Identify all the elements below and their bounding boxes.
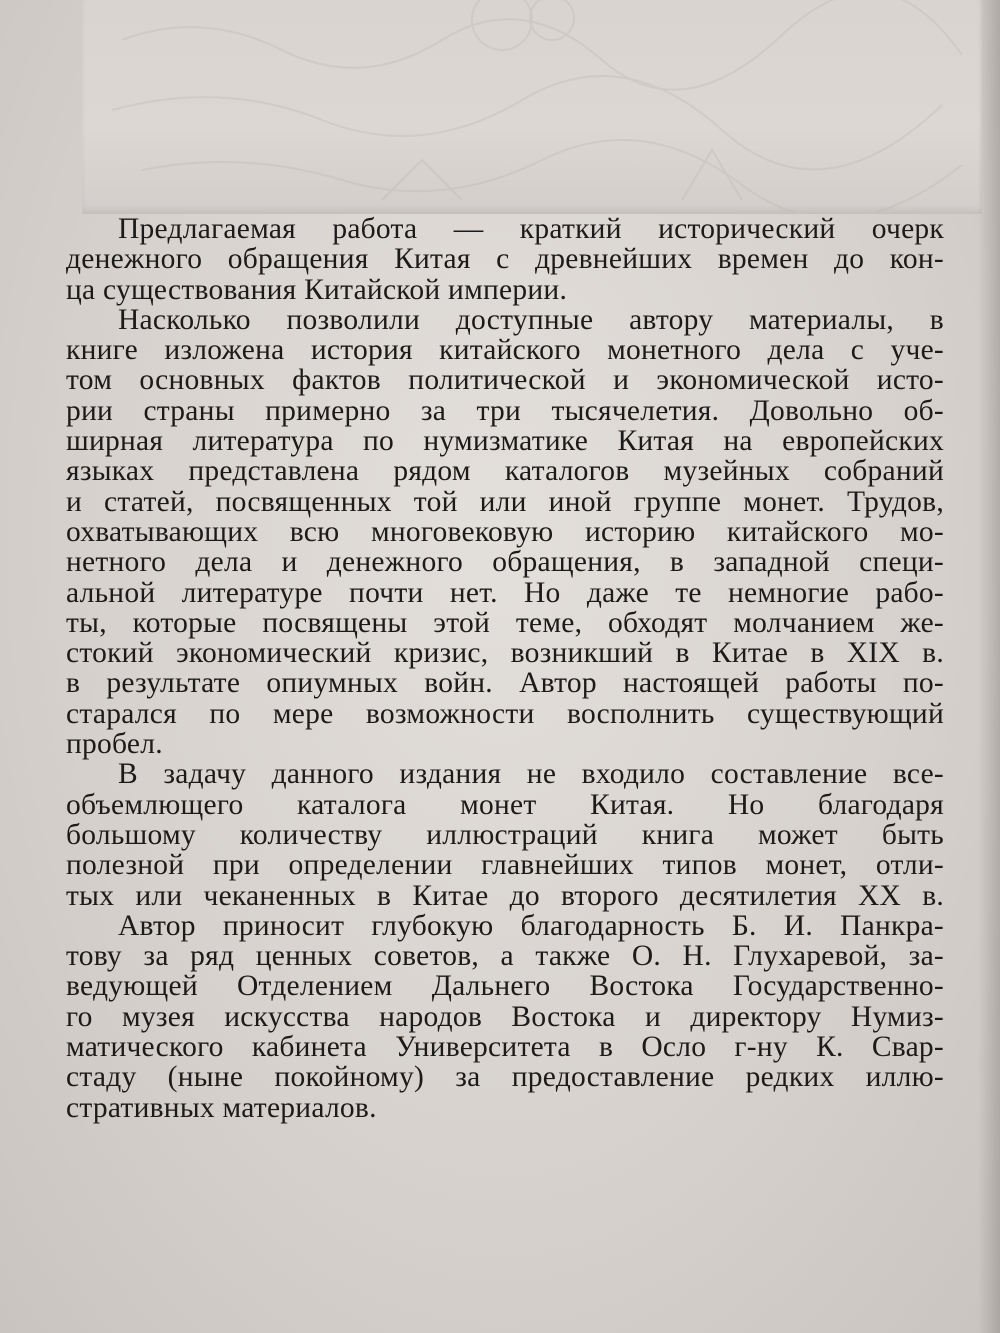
- text-line: пробел.: [66, 728, 163, 761]
- text-line: ты, которые посвящены этой теме, обходят молчанием же-: [66, 606, 944, 639]
- text-line: го музея искусства народов Востока и директору Нумиз-: [66, 1000, 944, 1033]
- text-line: объемлющего каталога монет Китая. Но благодаря: [66, 788, 944, 821]
- text-line: тых или чеканенных в Китае до второго десятилетия XX в.: [66, 879, 944, 912]
- text-line: старался по мере возможности восполнить существующий: [66, 697, 944, 730]
- text-line: полезной при определении главнейших типов монет, отли-: [66, 849, 944, 882]
- text-line: рии страны примерно за три тысячелетия. Довольно об-: [66, 394, 944, 427]
- embossed-cover-area: [82, 0, 982, 214]
- text-line: Насколько позволили доступные автору материалы, в: [118, 303, 944, 336]
- text-line: книге изложена история китайского монетного дела с уче-: [66, 334, 944, 367]
- text-line: большому количеству иллюстраций книга может быть: [66, 818, 944, 851]
- paragraph-2: [66, 305, 944, 759]
- text-line: стаду (ныне покойному) за предоставление редких иллю-: [66, 1061, 944, 1094]
- text-line: ведующей Отделением Дальнего Востока Государственно-: [66, 970, 944, 1003]
- text-line: матического кабинета Университета в Осло г-ну К. Свар-: [66, 1031, 944, 1064]
- page-edge-shadow: [978, 0, 1000, 1333]
- paragraph-3: [66, 759, 944, 910]
- text-line: охватывающих всю многовековую историю китайского мо-: [66, 515, 944, 548]
- paragraph-4: [66, 911, 944, 1123]
- text-line: альной литературе почти нет. Но даже те немногие рабо-: [66, 576, 944, 609]
- text-line: ца существования Китайской империи.: [66, 273, 568, 306]
- paragraph-1: [66, 214, 944, 305]
- text-line: Автор приносит глубокую благодарность Б. И. Панкра-: [118, 909, 944, 942]
- text-line: Предлагаемая работа — краткий исторический очерк: [118, 213, 944, 245]
- text-line: ширная литература по нумизматике Китая на европейских: [66, 425, 944, 458]
- preface-text: [66, 214, 944, 1123]
- text-line: тову за ряд ценных советов, а также О. Н. Глухаревой, за-: [66, 940, 944, 973]
- text-line: языках представлена рядом каталогов музейных собраний: [66, 455, 944, 488]
- text-line: В задачу данного издания не входило составление все-: [118, 758, 944, 791]
- text-line: и статей, посвященных той или иной группе монет. Трудов,: [66, 485, 944, 518]
- text-line: стокий экономический кризис, возникший в Китае в XIX в.: [66, 637, 944, 670]
- text-line: том основных фактов политической и экономической исто-: [66, 364, 944, 397]
- embossed-ornament: [82, 0, 982, 212]
- text-line: денежного обращения Китая с древнейших времен до кон-: [66, 243, 944, 276]
- text-line: нетного дела и денежного обращения, в западной специ-: [66, 546, 944, 579]
- text-line: в результате опиумных войн. Автор настоящей работы по-: [66, 667, 944, 700]
- text-line: стративных материалов.: [66, 1091, 377, 1124]
